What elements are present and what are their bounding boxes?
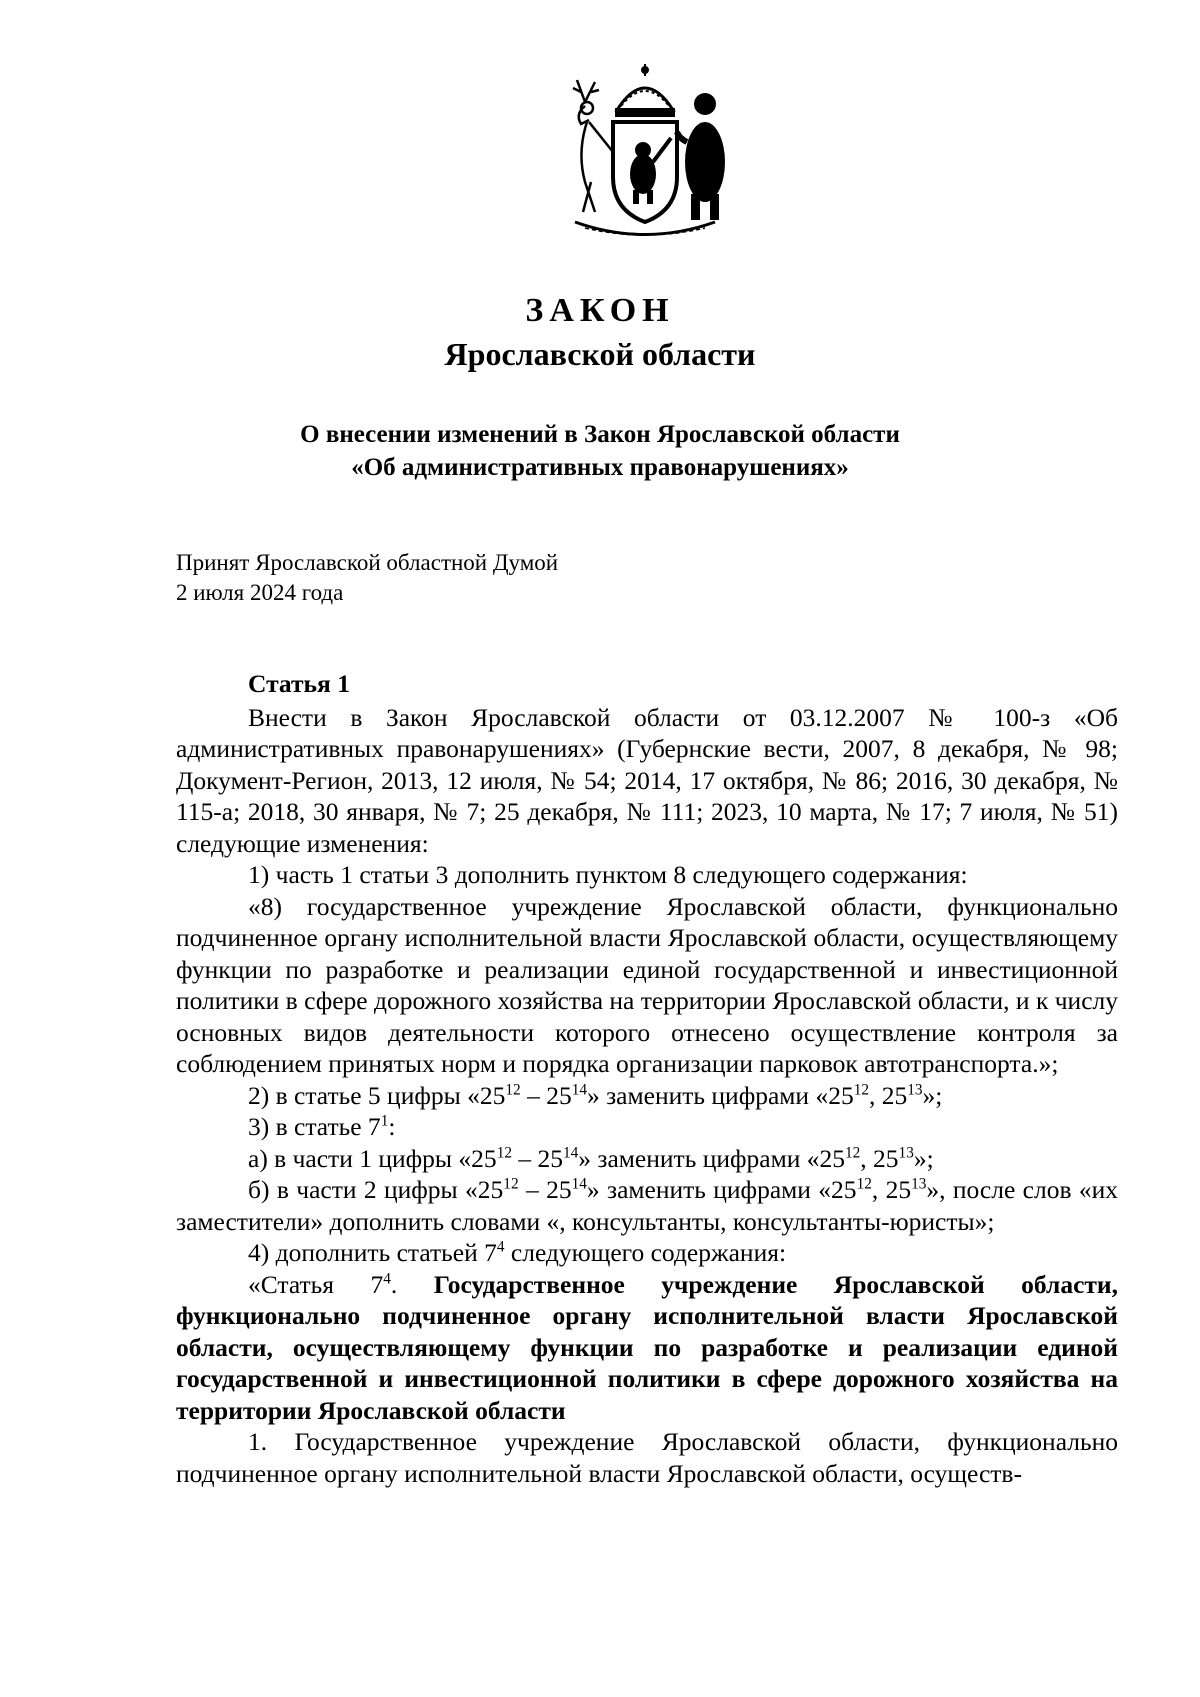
item-2: 2) в статье 5 цифры «$25^{12} - 25^{14}$» заменить цифрами «$25^{12}$, $25^{13}$»; — [248, 1080, 943, 1110]
crown-icon — [615, 64, 675, 117]
subject-line-1: О внесении изменений в Закон Ярославской области — [300, 421, 900, 448]
adoption-body: Принят Ярославской областной Думой — [176, 550, 559, 575]
new-article-title: Государственное учреждение Ярославской области, функционально подчиненное органу исполнительной власти Ярославской области, осуществляющему функции по разработке и реализации единой государственной и инвестиционной политики в сфере дорожного хозяйства на территории Ярославской области — [176, 1269, 1118, 1425]
item-3b: б) в части 2 цифры «$25^{12} - 25^{14}$» заменить цифрами «$25^{12}$, $25^{13}$», после слов «их заместители» дополнить словами «, консультанты, консультанты-юристы»; — [176, 1175, 1119, 1236]
document-region: Ярославской области — [444, 336, 756, 372]
deer-supporter-icon — [573, 80, 613, 212]
new-article-heading: «Статья $7^4$. Государственное учреждение Ярославской области, функционально подчиненное органу исполнительной власти Ярославской области, осуществляющему функции по разработке и реализации единой государственной и инвестиционной политики в сфере дорожного хозяйства на территории Ярославской области — [176, 1269, 1118, 1425]
adoption-date: 2 июля 2024 года — [176, 580, 344, 605]
item-3a: а) в части 1 цифры «$25^{12} - 25^{14}$» заменить цифрами «$25^{12}$, $25^{13}$»; — [248, 1143, 934, 1173]
new-article-paragraph-1: 1. Государственное учреждение Ярославской области, функционально подчиненное органу исполнительной власти Ярославской области, осуществ- — [176, 1427, 1118, 1488]
item-3: 3) в статье $7^1$: — [248, 1112, 396, 1141]
item-4: 4) дополнить статьей $7^4$ следующего содержания: — [248, 1238, 787, 1267]
subject-line-2: «Об административных правонарушениях» — [351, 454, 849, 481]
item-1: 1) часть 1 статьи 3 дополнить пунктом 8 следующего содержания: — [248, 860, 968, 889]
bear-supporter-icon — [677, 93, 725, 220]
article-intro: Внести в Закон Ярославской области от 03.12.2007 № 100-з «Об административных правонарушениях» (Губернские вести, 2007, 8 декабря, № 98; Документ-Регион, 2013, 12 июля, № 54; 2014, 17 октября, № 86; 2016, 30 декабря, № 115-а; 2018, 30 января, № 7; 25 декабря, № 111; 2023, 10 марта, № 17; 7 июля, № 51) следующие изменения: — [176, 702, 1118, 858]
coat-of-arms-emblem — [555, 62, 735, 242]
item-1-text: «8) государственное учреждение Ярославской области, функционально подчиненное органу исполнительной власти Ярославской области, осуществляющему функции по разработке и реализации единой государственной и инвестиционной политики в сфере дорожного хозяйства на территории Ярославской области, и к числу основных видов деятельности которого отнесено осуществление контроля за соблюдением принятых норм и порядка организации парковок автотранспорта.»; — [176, 891, 1118, 1078]
document-subject — [0, 418, 1200, 484]
document-title: ЗАКОН — [525, 292, 675, 329]
article-heading: Статья 1 — [248, 669, 350, 698]
article-1 — [176, 668, 1118, 1489]
adoption-note — [176, 548, 558, 608]
